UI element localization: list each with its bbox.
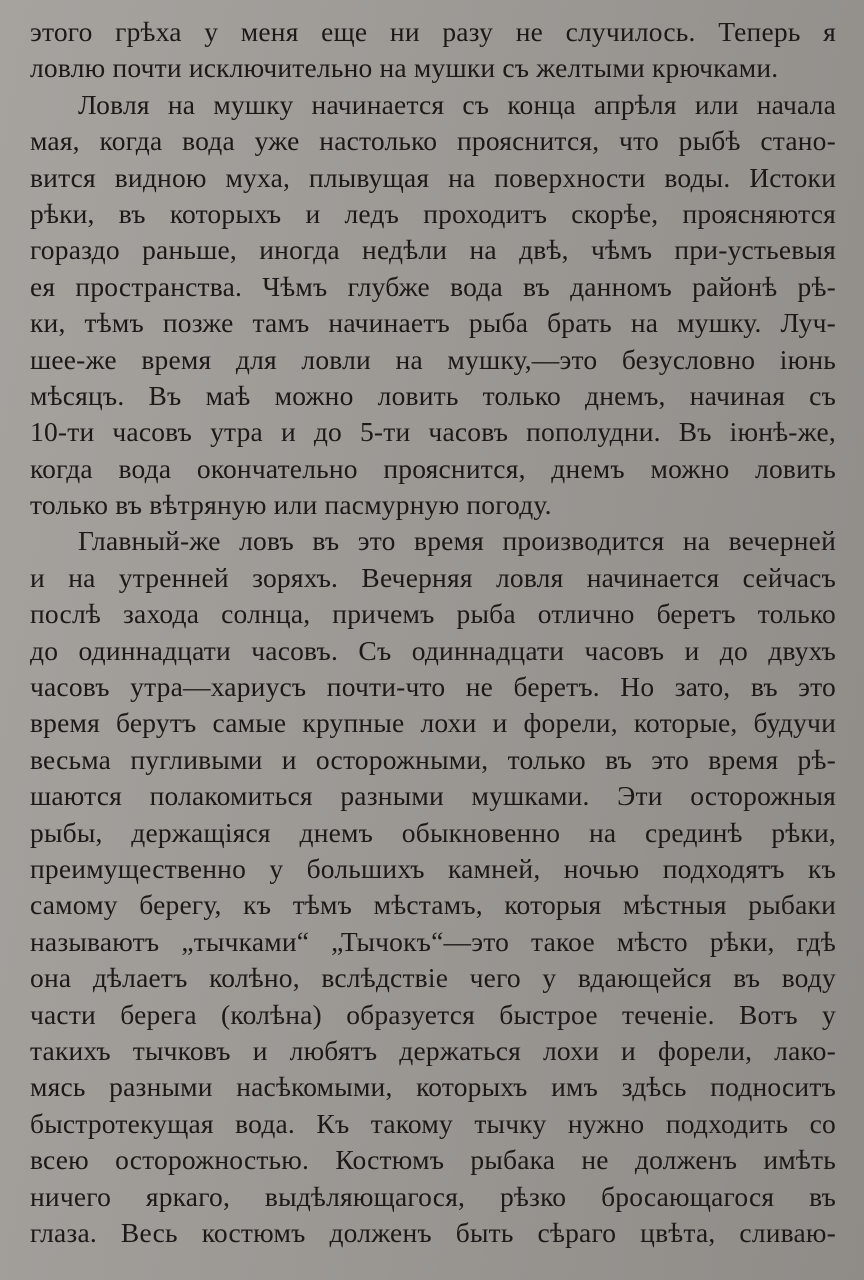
text-line: части берега (колѣна) образуется быстрое теченіе. Вотъ у (30, 998, 836, 1030)
text-line: рѣки, въ которыхъ и ледъ проходитъ скорѣе, проясняются (30, 197, 836, 229)
text-line: рыбы, держащіяся днемъ обыкновенно на срединѣ рѣки, (30, 816, 836, 848)
paragraph-1 (30, 14, 836, 87)
text-line: весьма пугливыми и осторожными, только въ это время рѣ- (30, 743, 836, 775)
text-line: глаза. Весь костюмъ долженъ быть сѣраго цвѣта, сливаю- (30, 1216, 836, 1248)
text-line: ея пространства. Чѣмъ глубже вода въ данномъ районѣ рѣ- (30, 270, 836, 302)
text-line: мая, когда вода уже настолько прояснится, что рыбѣ стано- (30, 125, 836, 157)
text-line: мясь разными насѣкомыми, которыхъ имъ здѣсь подноситъ (30, 1071, 836, 1103)
text-line: послѣ захода солнца, причемъ рыба отлично беретъ только (30, 598, 836, 630)
text-line: время берутъ самые крупные лохи и форели, которые, будучи (30, 707, 836, 739)
page-text (30, 14, 836, 1251)
text-line: Ловля на мушку начинается съ конца апрѣля или начала (78, 88, 836, 120)
text-line: только въ вѣтряную или пасмурную погоду. (30, 489, 552, 521)
paragraph-2 (30, 87, 836, 524)
paragraph-3 (30, 523, 836, 1251)
text-line: называютъ „тычками“ „Тычокъ“—это такое мѣсто рѣки, гдѣ (30, 925, 836, 957)
text-line: всею осторожностью. Костюмъ рыбака не долженъ имѣть (30, 1144, 836, 1176)
text-line: такихъ тычковъ и любятъ держаться лохи и форели, лако- (30, 1034, 836, 1066)
text-line: ки, тѣмъ позже тамъ начинаетъ рыба брать на мушку. Луч- (30, 307, 836, 339)
text-line: 10-ти часовъ утра и до 5-ти часовъ пополудни. Въ іюнѣ-же, (30, 416, 836, 448)
text-line: вится видною муха, плывущая на поверхности воды. Истоки (30, 161, 836, 193)
text-line: мѣсяцъ. Въ маѣ можно ловить только днемъ, начиная съ (30, 379, 836, 411)
text-line: Главный-же ловъ въ это время производится на вечерней (78, 525, 836, 557)
text-line: она дѣлаетъ колѣно, вслѣдствіе чего у вдающейся въ воду (30, 962, 836, 994)
text-line: быстротекущая вода. Къ такому тычку нужно подходить со (30, 1107, 836, 1139)
text-line: ничего яркаго, выдѣляющагося, рѣзко бросающагося въ (30, 1180, 836, 1212)
text-line: гораздо раньше, иногда недѣли на двѣ, чѣмъ при-устьевыя (30, 234, 836, 266)
text-line: шаются полакомиться разными мушками. Эти осторожныя (30, 780, 836, 812)
text-line: преимущественно у большихъ камней, ночью подходятъ къ (30, 852, 836, 884)
text-line: до одиннадцати часовъ. Съ одиннадцати часовъ и до двухъ (30, 634, 836, 666)
text-line: ловлю почти исключительно на мушки съ желтыми крючками. (30, 52, 779, 84)
text-line: самому берегу, къ тѣмъ мѣстамъ, которыя мѣстныя рыбаки (30, 889, 836, 921)
text-line: когда вода окончательно прояснится, днемъ можно ловить (30, 452, 836, 484)
text-line: и на утренней зоряхъ. Вечерняя ловля начинается сейчасъ (30, 561, 836, 593)
text-line: этого грѣха у меня еще ни разу не случилось. Теперь я (30, 16, 836, 47)
text-line: шее-же время для ловли на мушку,—это безусловно іюнь (30, 343, 836, 375)
text-line: часовъ утра—хариусъ почти-что не беретъ. Но зато, въ это (30, 671, 836, 703)
